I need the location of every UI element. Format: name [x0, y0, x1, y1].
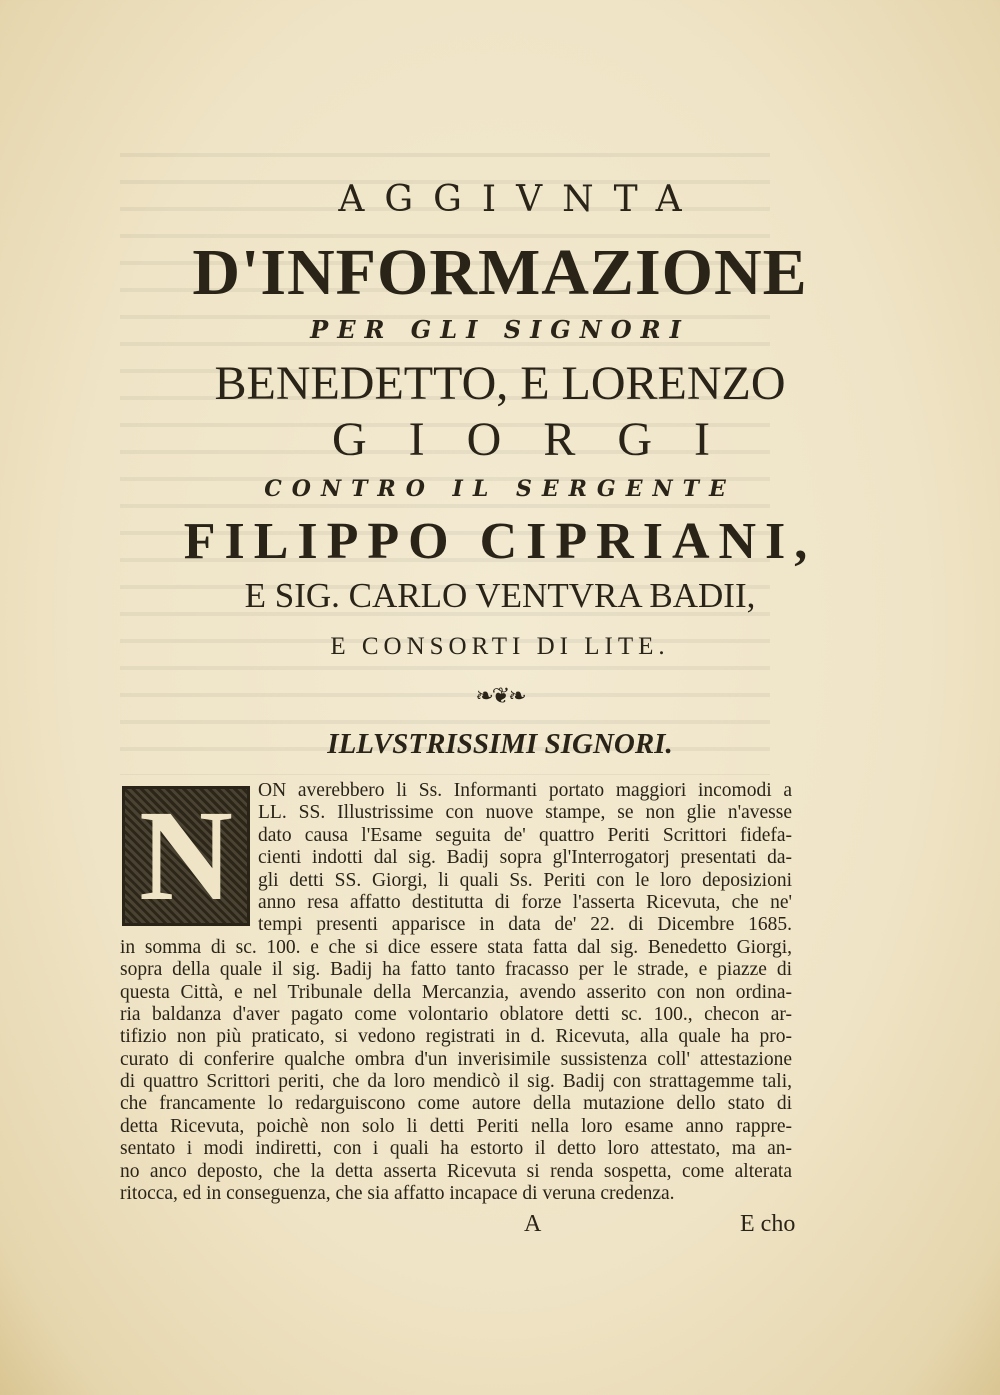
- text-line: anno resa affatto destitutta di forze l'asserta Ricevuta, che ne': [258, 891, 792, 913]
- title-line-consorti: E CONSORTI DI LITE.: [330, 633, 670, 660]
- catchword: E cho: [740, 1211, 796, 1237]
- text-line: che francamente lo redarguiscono come autore della mutazione dello stato di: [120, 1093, 792, 1115]
- text-line: di quattro Scrittori periti, che da loro mendicò il sig. Badij con strattagemme tali,: [120, 1071, 792, 1093]
- text-line: questa Città, e nel Tribunale della Mercanzia, avendo asserito con non ordina-: [120, 981, 792, 1003]
- text-line: tempi presenti apparisce in data de' 22. di Dicembre 1685.: [258, 914, 792, 936]
- title-line-per-gli-signori: PER GLI SIGNORI: [310, 315, 690, 344]
- title-line-contro: CONTRO IL SERGENTE: [264, 476, 736, 502]
- text-line: tifizio non più praticato, si vedono registrati in d. Ricevuta, alla quale ha pro-: [120, 1026, 792, 1048]
- drop-cap: N: [122, 786, 250, 926]
- text-line: cienti indotti dal sig. Badij sopra gl'Interrogatorj presentati da-: [258, 847, 792, 869]
- text-line: curato di conferire qualche ombra d'un inverisimile sussistenza coll' attestazione: [120, 1048, 792, 1070]
- text-line: no anco deposto, che la detta asserta Ricevuta si renda sospetta, come alterata: [120, 1160, 792, 1182]
- salutation: ILLVSTRISSIMI SIGNORI.: [327, 728, 673, 760]
- text-line: sopra della quale il sig. Badij ha fatto tanto fracasso per le strade, e piazze di: [120, 959, 792, 981]
- text-line: ritocca, ed in conseguenza, che sia affatto incapace di veruna credenza.: [120, 1183, 675, 1205]
- text-line: detta Ricevuta, poichè non solo li detti Periti nella loro esame anno rappre-: [120, 1115, 792, 1137]
- text-line: ria baldanza d'aver pagato come volontario oblatore detti sc. 100., checon ar-: [120, 1003, 792, 1025]
- text-line: dato causa l'Esame seguita de' quattro Periti Scrittori fidefa-: [258, 824, 792, 846]
- text-line: gli detti SS. Giorgi, li quali Ss. Periti con le loro deposizioni: [258, 869, 792, 891]
- text-line: LL. SS. Illustrissime con nuove stampe, se non glie n'avesse: [258, 802, 792, 824]
- text-line: ON averebbero li Ss. Informanti portato maggiori incomodi a: [258, 780, 792, 801]
- title-line-benedetto-lorenzo: BENEDETTO, E LORENZO: [214, 357, 786, 410]
- ornament-icon: ❧❦❧: [475, 684, 525, 709]
- signature-mark: A: [524, 1211, 542, 1237]
- text-line: in somma di sc. 100. e che si dice essere stata fatta dal sig. Benedetto Giorgi,: [120, 936, 792, 958]
- title-line-carlo-ventura-badii: E SIG. CARLO VENTVRA BADII,: [244, 576, 756, 615]
- title-line-informazione: D'INFORMAZIONE: [192, 236, 808, 309]
- title-line-aggiunta: AGGIVNTA: [338, 179, 702, 220]
- body-text: [120, 780, 792, 1205]
- title-line-giorgi: GIORGI: [332, 413, 752, 466]
- text-line: sentato i modi indiretti, con i quali ha estorto il detto loro attestato, ma an-: [120, 1138, 792, 1160]
- title-line-filippo-cipriani: FILIPPO CIPRIANI,: [183, 513, 817, 570]
